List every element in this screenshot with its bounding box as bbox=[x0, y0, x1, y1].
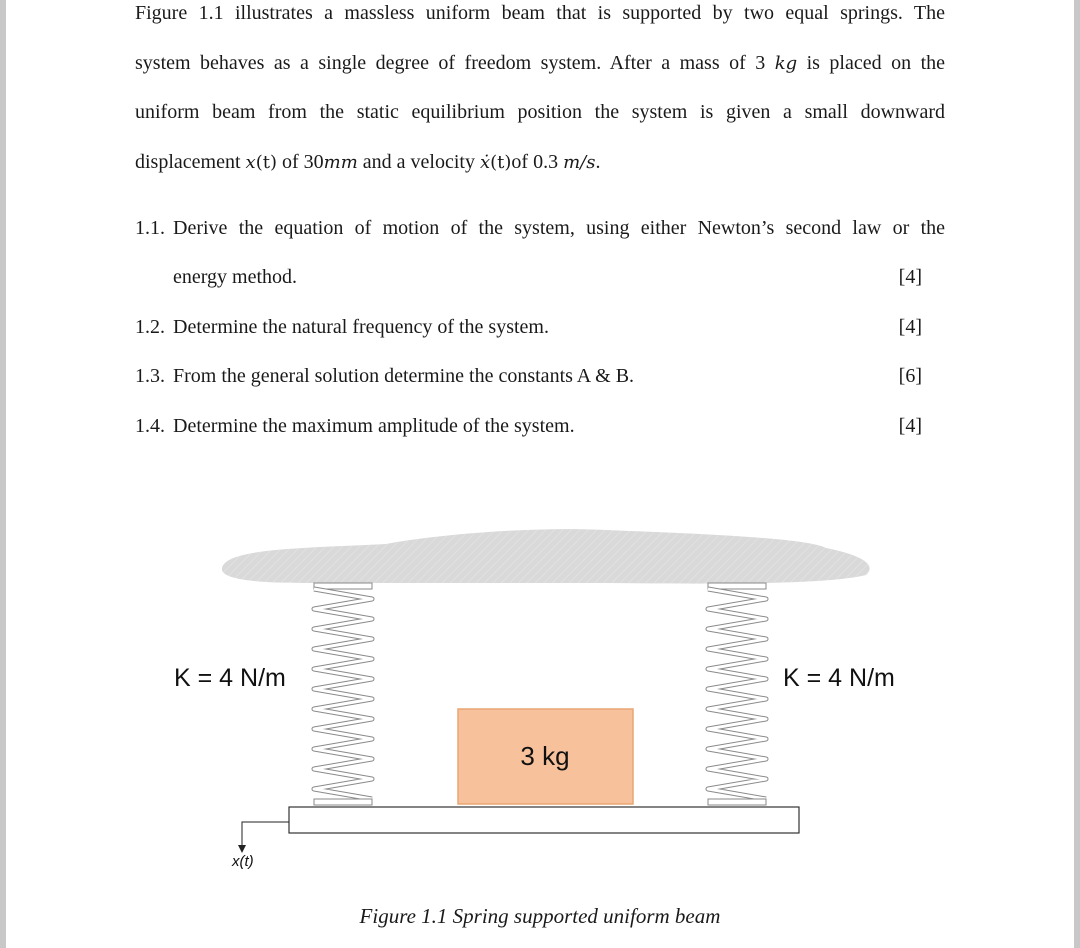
right-spring bbox=[708, 583, 766, 805]
left-spring bbox=[314, 583, 372, 805]
question-marks: [4] bbox=[898, 266, 922, 288]
question-text: Determine the natural frequency of the system. bbox=[173, 316, 549, 338]
document-page bbox=[6, 0, 1074, 948]
question-number: 1.2. bbox=[135, 316, 165, 338]
displacement-label: x(t) bbox=[232, 853, 254, 870]
left-spring-label: K = 4 N/m bbox=[174, 664, 286, 692]
question-number: 1.3. bbox=[135, 365, 165, 387]
question-number: 1.1. bbox=[135, 217, 165, 239]
question-marks: [6] bbox=[898, 365, 922, 387]
uniform-beam bbox=[289, 807, 799, 833]
ceiling-support bbox=[222, 529, 870, 584]
mass-label: 3 kg bbox=[520, 741, 570, 771]
figure-caption: Figure 1.1 Spring supported uniform beam bbox=[359, 904, 721, 928]
question-marks: [4] bbox=[898, 415, 922, 437]
question-text: From the general solution determine the constants A & B. bbox=[173, 365, 635, 387]
question-marks: [4] bbox=[898, 316, 922, 338]
displacement-arrow bbox=[238, 822, 289, 853]
question-text-continued: energy method. bbox=[173, 266, 298, 288]
question-text: Determine the maximum amplitude of the system. bbox=[173, 415, 575, 437]
intro-line-1: Figure 1.1 illustrates a massless uniform beam that is supported by two equal springs. The bbox=[135, 2, 945, 24]
intro-line-3: uniform beam from the static equilibrium position the system is given a small downward bbox=[135, 101, 945, 123]
question-text: Derive the equation of motion of the system, using either Newton’s second law or the bbox=[173, 217, 945, 239]
right-spring-label: K = 4 N/m bbox=[783, 664, 895, 692]
intro-line-2: system behaves as a single degree of freedom system. After a mass of 3 kg is placed on the bbox=[135, 52, 945, 74]
spring-beam-diagram bbox=[6, 0, 1074, 948]
intro-line-4: displacement x(t) of 30mm and a velocity ẋ(t)of 0.3 m/s. bbox=[135, 151, 601, 173]
question-number: 1.4. bbox=[135, 415, 165, 437]
